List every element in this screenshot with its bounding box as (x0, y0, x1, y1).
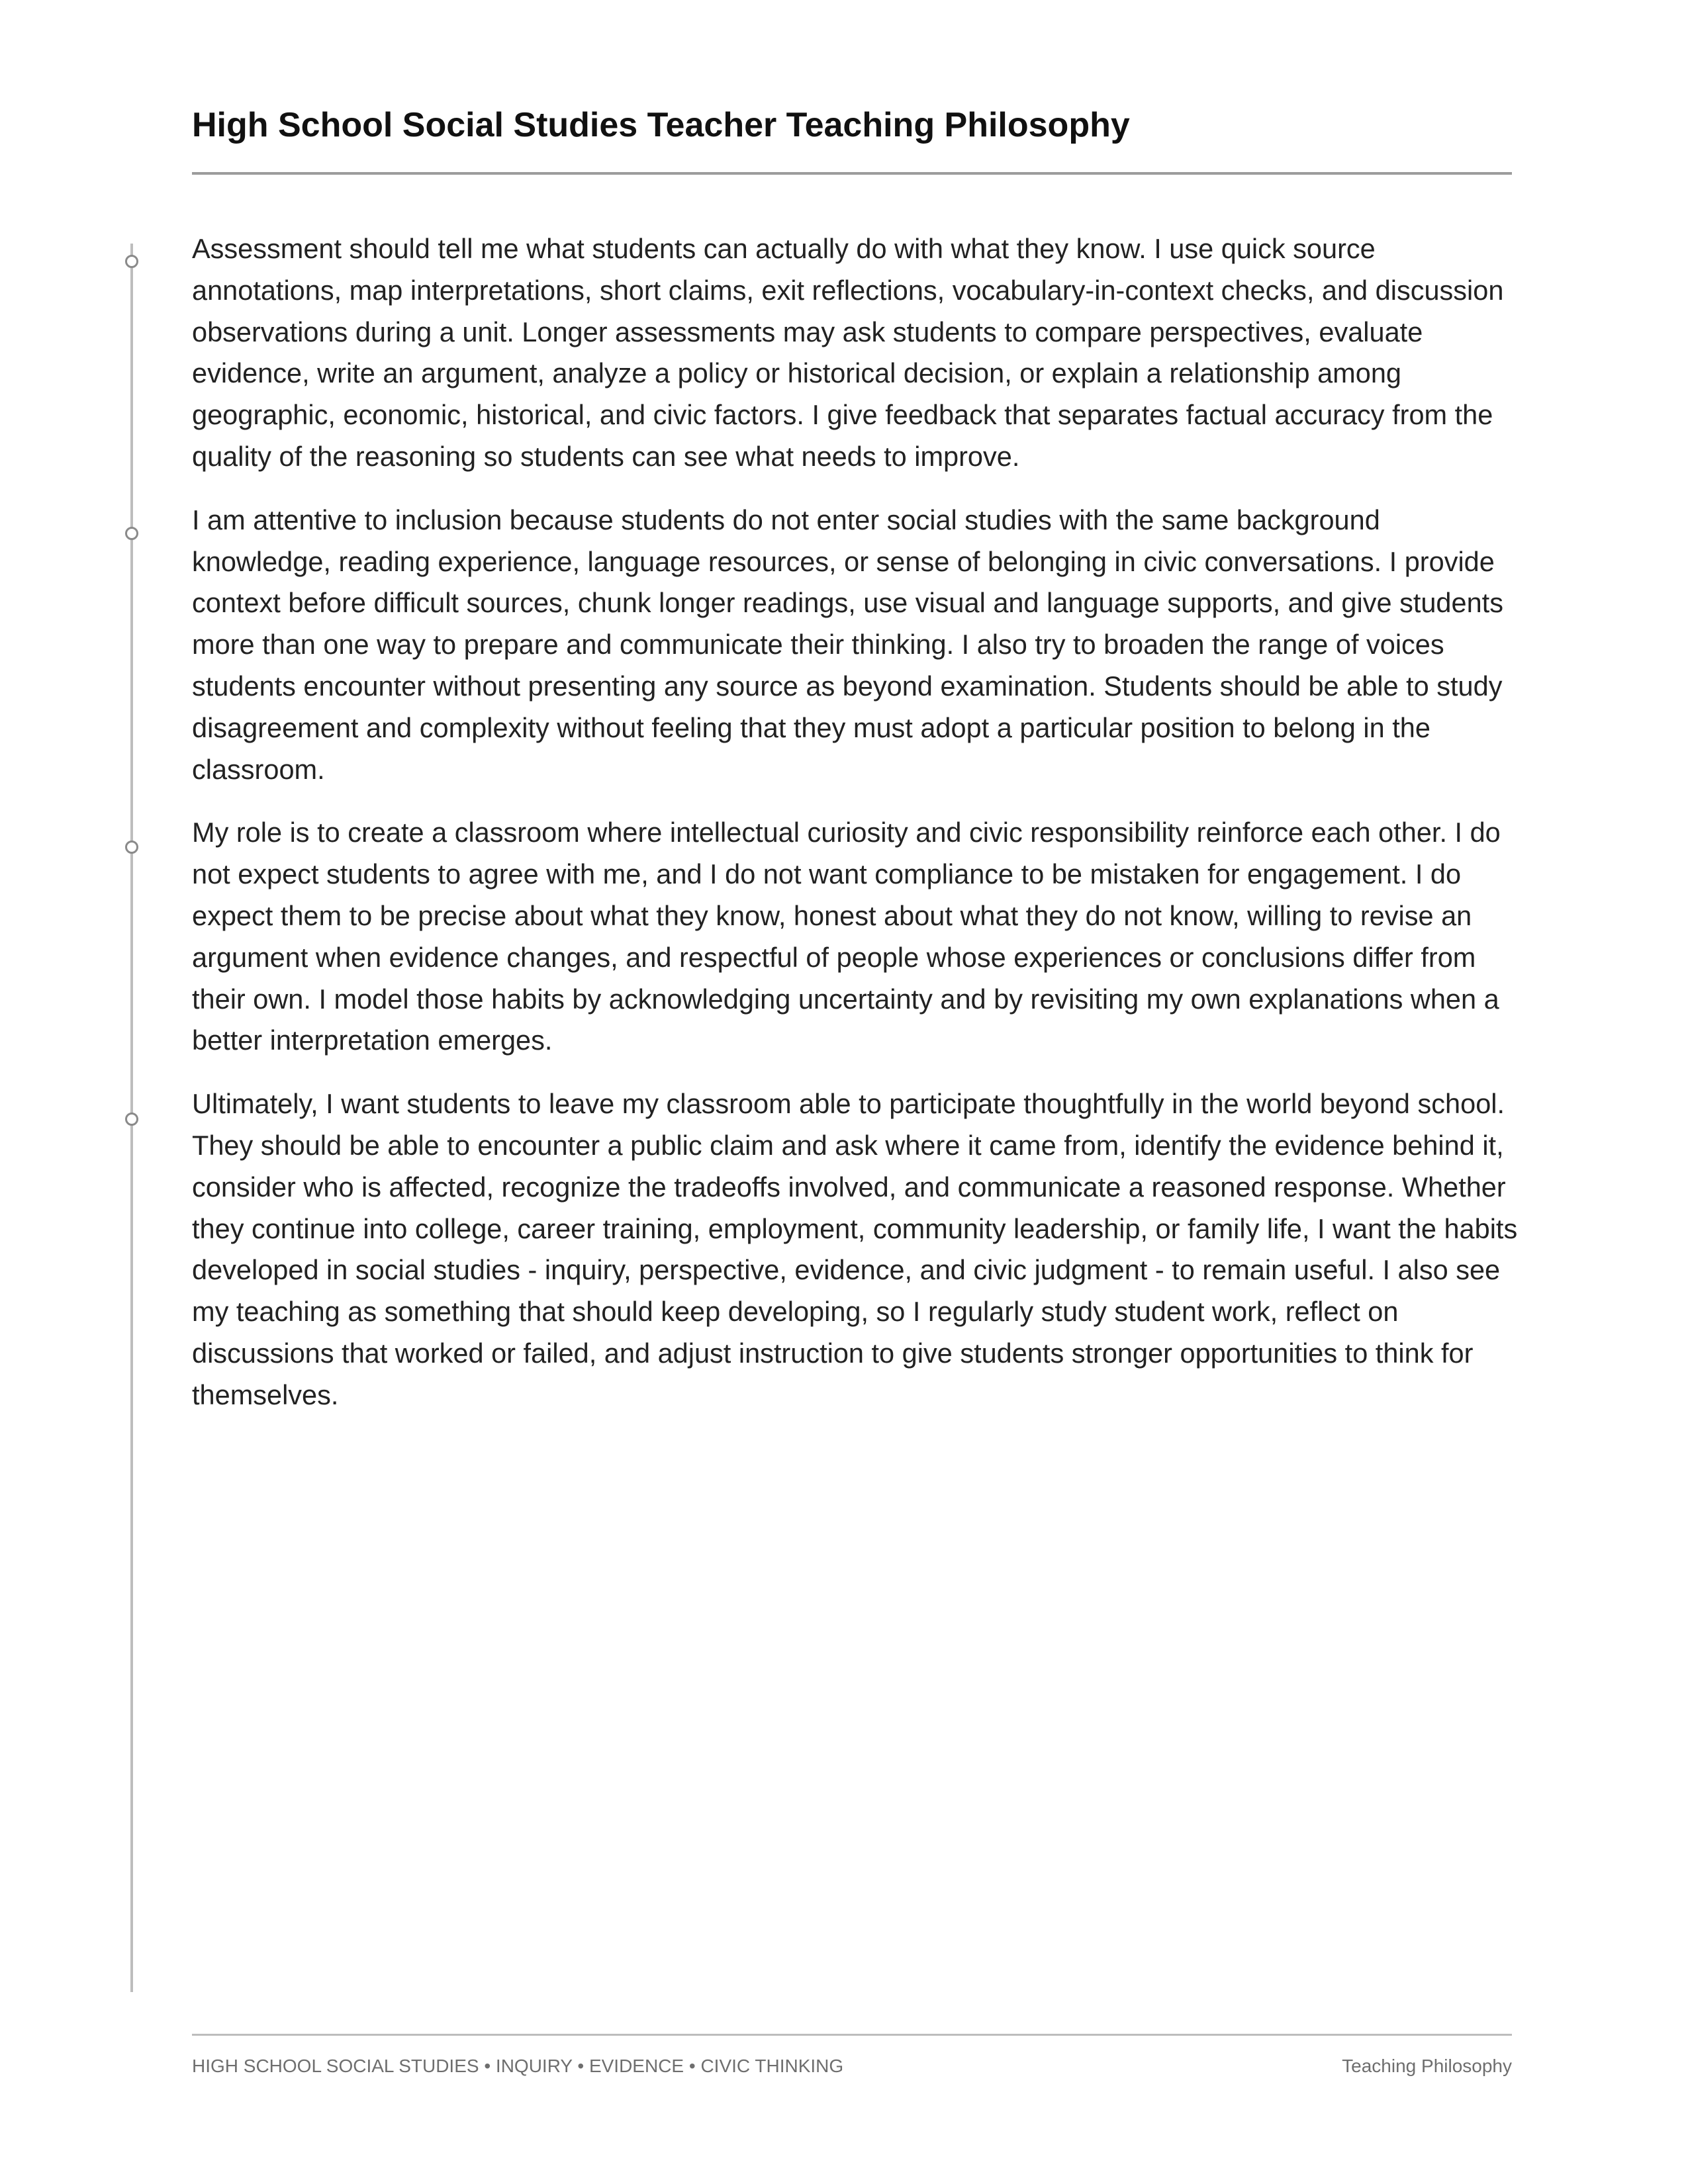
body-text (192, 228, 1524, 1438)
footer-divider (192, 2034, 1512, 2036)
footer-doc-label: Teaching Philosophy (1342, 2056, 1512, 2076)
paragraph-role: My role is to create a classroom where intellectual curiosity and civic responsibility reinforce each other. I do not expect students to agree with me, and I do not want compliance to be mistaken for engagement. I do expect them to be precise about what they know, honest about what they do not know, willing to revise an argument when evidence changes, and respectful of people whose experiences or conclusions differ from their own. I model those habits by acknowledging uncertainty and by revisiting my own explanations when a better interpretation emerges. (192, 817, 1501, 1056)
paragraph-assessment: Assessment should tell me what students can actually do with what they know. I use quick source annotations, map interpretations, short claims, exit reflections, vocabulary-in-context checks, and discussion observations during a unit. Longer assessments may ask students to compare perspectives, evaluate evidence, write an argument, analyze a policy or historical decision, or explain a relationship among geographic, economic, historical, and civic factors. I give feedback that separates factual accuracy from the quality of the reasoning so students can see what needs to improve. (192, 233, 1504, 472)
page-title: High School Social Studies Teacher Teaching Philosophy (192, 106, 1130, 144)
paragraph-inclusion: I am attentive to inclusion because students do not enter social studies with the same background knowledge, reading experience, language resources, or sense of belonging in civic conversations. I provide context before difficult sources, chunk longer readings, use visual and language supports, and give students more than one way to prepare and communicate their thinking. I also try to broaden the range of voices students encounter without presenting any source as beyond examination. Students should be able to study disagreement and complexity without feeling that they must adopt a particular position to belong in the classroom. (192, 504, 1503, 785)
timeline-marker-1 (125, 255, 138, 268)
header-divider (192, 172, 1512, 175)
footer-tagline: HIGH SCHOOL SOCIAL STUDIES • INQUIRY • EVIDENCE • CIVIC THINKING (192, 2056, 844, 2076)
timeline-marker-3 (125, 841, 138, 854)
paragraph-outcomes: Ultimately, I want students to leave my classroom able to participate thoughtfully in the world beyond school. They should be able to encounter a public claim and ask where it came from, identify the evidence behind it, consider who is affected, recognize the tradeoffs involved, and communicate a reasoned response. Whether they continue into college, career training, employment, community leadership, or family life, I want the habits developed in social studies - inquiry, perspective, evidence, and civic judgment - to remain useful. I also see my teaching as something that should keep developing, so I regularly study student work, reflect on discussions that worked or failed, and adjust instruction to give students stronger opportunities to think for themselves. (192, 1088, 1518, 1410)
timeline-marker-4 (125, 1113, 138, 1126)
timeline-marker-2 (125, 527, 138, 540)
